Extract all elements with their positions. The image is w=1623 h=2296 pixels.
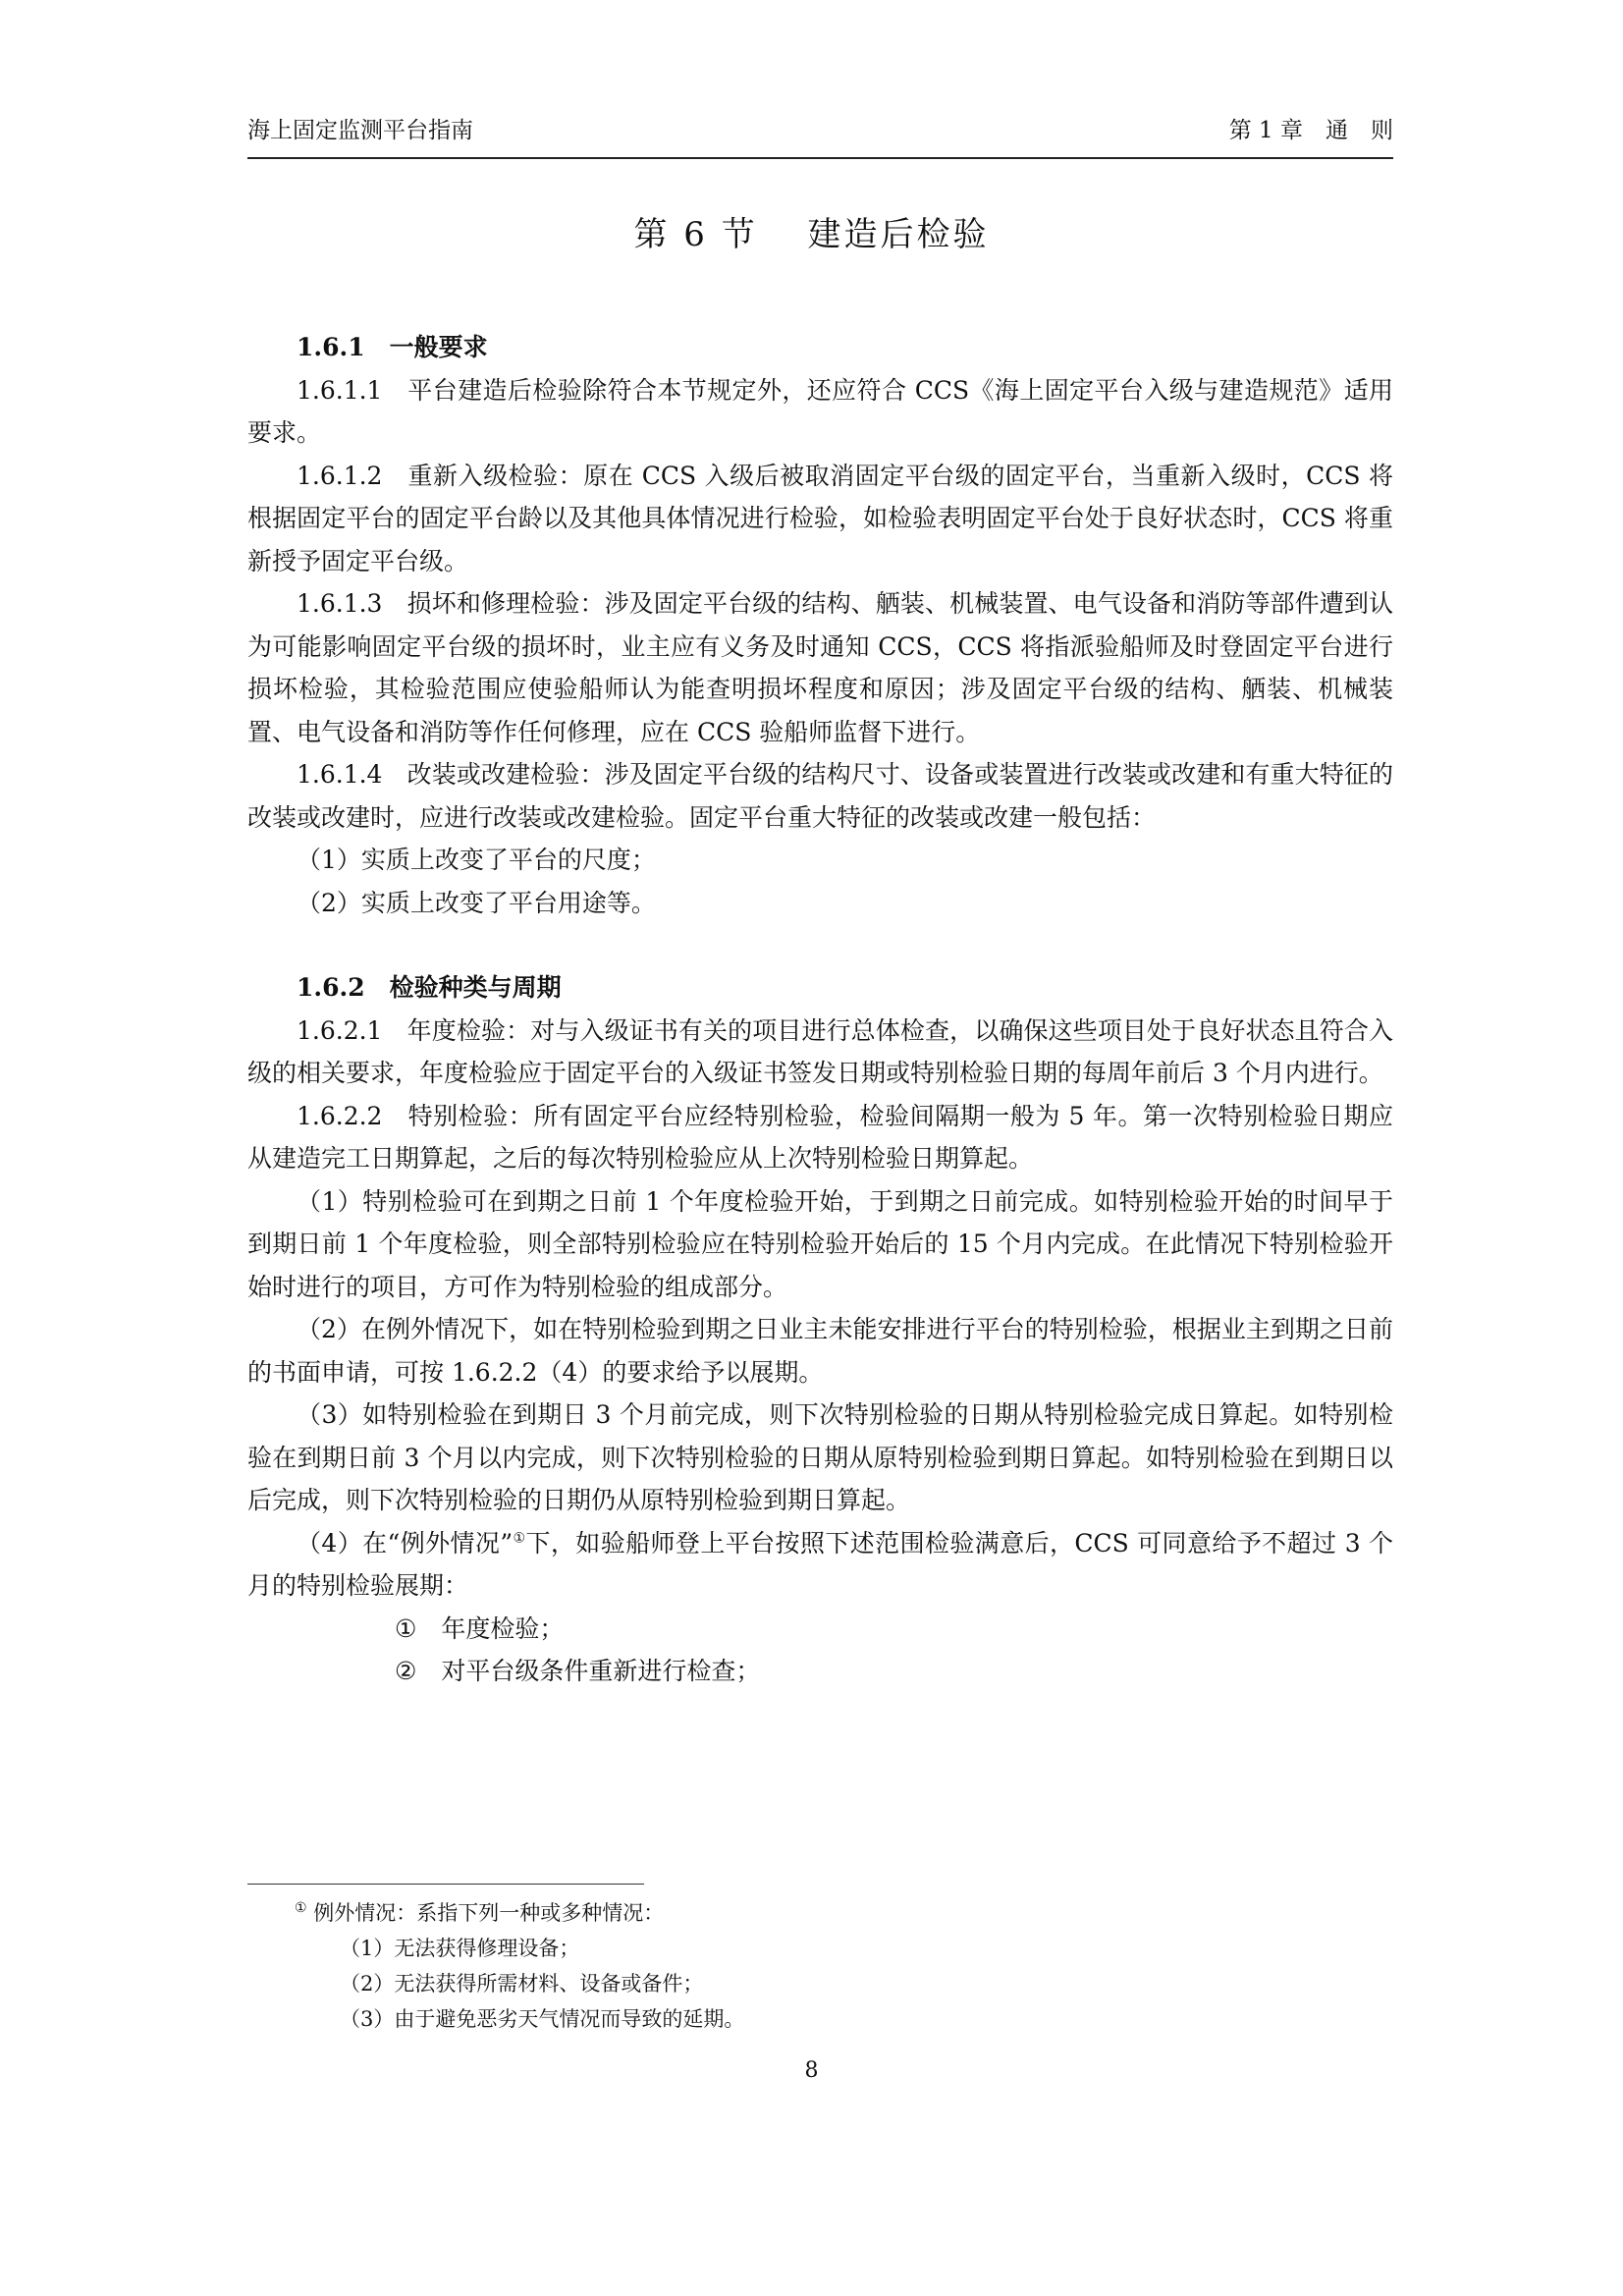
paragraph-1-6-1-2: 1.6.1.2 重新入级检验：原在 CCS 入级后被取消固定平台级的固定平台，当重新入级时，CCS 将根据固定平台的固定平台龄以及其他具体情况进行检验，如检验表明固定平台处于良好状态时，CCS 将重新授予固定平台级。 xyxy=(247,461,1393,575)
circled-item-text: 年度检验； xyxy=(441,1613,565,1643)
paragraph-1-6-1-4: 1.6.1.4 改装或改建检验：涉及固定平台级的结构尺寸、设备或装置进行改装或改建和有重大特征的改装或改建时，应进行改装或改建检验。固定平台重大特征的改装或改建一般包括： xyxy=(247,760,1393,832)
page-number: 8 xyxy=(804,2058,819,2083)
heading-1-6-2 xyxy=(247,966,1393,1010)
footnote xyxy=(247,1895,1393,2037)
section-title: 第 6 节 建造后检验 xyxy=(633,215,990,254)
body-text xyxy=(247,326,1393,1693)
circled-list-item xyxy=(247,1608,1393,1651)
paragraph-1-6-2-1: 1.6.2.1 年度检验：对与入级证书有关的项目进行总体检查，以确保这些项目处于良好状态且符合入级的相关要求，年度检验应于固定平台的入级证书签发日期或特别检验日期的每周年前后 3 个月内进行。 xyxy=(247,1015,1393,1087)
spacer xyxy=(247,924,1393,966)
list-item xyxy=(247,1522,1393,1608)
heading-1-6-1 xyxy=(247,326,1393,369)
list-item: （2）在例外情况下，如在特别检验到期之日业主未能安排进行平台的特别检验，根据业主到期之日前的书面申请，可按 1.6.2.2（4）的要求给予以展期。 xyxy=(247,1315,1393,1387)
list-item-text: 下，如验船师登上平台按照下述范围检验满意后，CCS 可同意给予不超过 3 个月的特别检验展期： xyxy=(247,1528,1394,1600)
header-rule xyxy=(247,157,1393,159)
footnote-item: （3）由于避免恶劣天气情况而导致的延期。 xyxy=(340,2007,745,2031)
list-item-text: （4）在“例外情况” xyxy=(297,1528,514,1558)
paragraph-1-6-2-2: 1.6.2.2 特别检验：所有固定平台应经特别检验，检验间隔期一般为 5 年。第一次特别检验日期应从建造完工日期算起，之后的每次特别检验应从上次特别检验日期算起。 xyxy=(247,1101,1393,1173)
circled-number: ② xyxy=(395,1657,417,1685)
paragraph-1-6-1-1: 1.6.1.1 平台建造后检验除符合本节规定外，还应符合 CCS《海上固定平台入级与建造规范》适用要求。 xyxy=(247,375,1393,447)
footnote-lead xyxy=(247,1895,1393,1931)
heading-text: 检验种类与周期 xyxy=(389,973,562,1002)
list-item: （1）实质上改变了平台的尺度； xyxy=(297,846,656,874)
footnote-rule xyxy=(247,1884,644,1885)
footnote-reference[interactable]: ① xyxy=(513,1530,526,1547)
list-item: （1）特别检验可在到期之日前 1 个年度检验开始，于到期之日前完成。如特别检验开始的时间早于到期日前 1 个年度检验，则全部特别检验应在特别检验开始后的 15 个月内完成。在此情况下特别检验开始时进行的项目，方可作为特别检验的组成部分。 xyxy=(247,1186,1393,1301)
header-book-title: 海上固定监测平台指南 xyxy=(247,118,473,143)
circled-item-text: 对平台级条件重新进行检查； xyxy=(441,1657,761,1685)
header-chapter: 第 1 章 通 则 xyxy=(1228,118,1393,143)
paragraph-1-6-1-3: 1.6.1.3 损坏和修理检验：涉及固定平台级的结构、舾装、机械装置、电气设备和消防等部件遭到认为可能影响固定平台级的损坏时，业主应有义务及时通知 CCS，CCS 将指派验船师及时登固定平台进行损坏检验，其检验范围应使验船师认为能查明损坏程度和原因；涉及固定平台级的结构、舾装、机械装置、电气设备和消防等作任何修理，应在 CCS 验船师监督下进行。 xyxy=(247,589,1393,746)
footnote-mark: ① xyxy=(295,1900,307,1916)
circled-list-item xyxy=(247,1650,1393,1693)
heading-number: 1.6.2 xyxy=(297,973,365,1002)
heading-number: 1.6.1 xyxy=(297,333,365,361)
footnote-item: （2）无法获得所需材料、设备或备件； xyxy=(340,1972,704,1995)
footnote-text: 例外情况：系指下列一种或多种情况： xyxy=(313,1901,665,1925)
list-item: （2）实质上改变了平台用途等。 xyxy=(297,888,656,917)
circled-number: ① xyxy=(395,1613,417,1643)
heading-text: 一般要求 xyxy=(389,333,488,361)
list-item: （3）如特别检验在到期日 3 个月前完成，则下次特别检验的日期从特别检验完成日算起。如特别检验在到期日前 3 个月以内完成，则下次特别检验的日期从原特别检验到期日算起。如特别检验在到期日以后完成，则下次特别检验的日期仍从原特别检验到期日算起。 xyxy=(247,1400,1393,1514)
running-header xyxy=(247,116,1393,145)
footnote-item: （1）无法获得修理设备； xyxy=(340,1937,580,1960)
